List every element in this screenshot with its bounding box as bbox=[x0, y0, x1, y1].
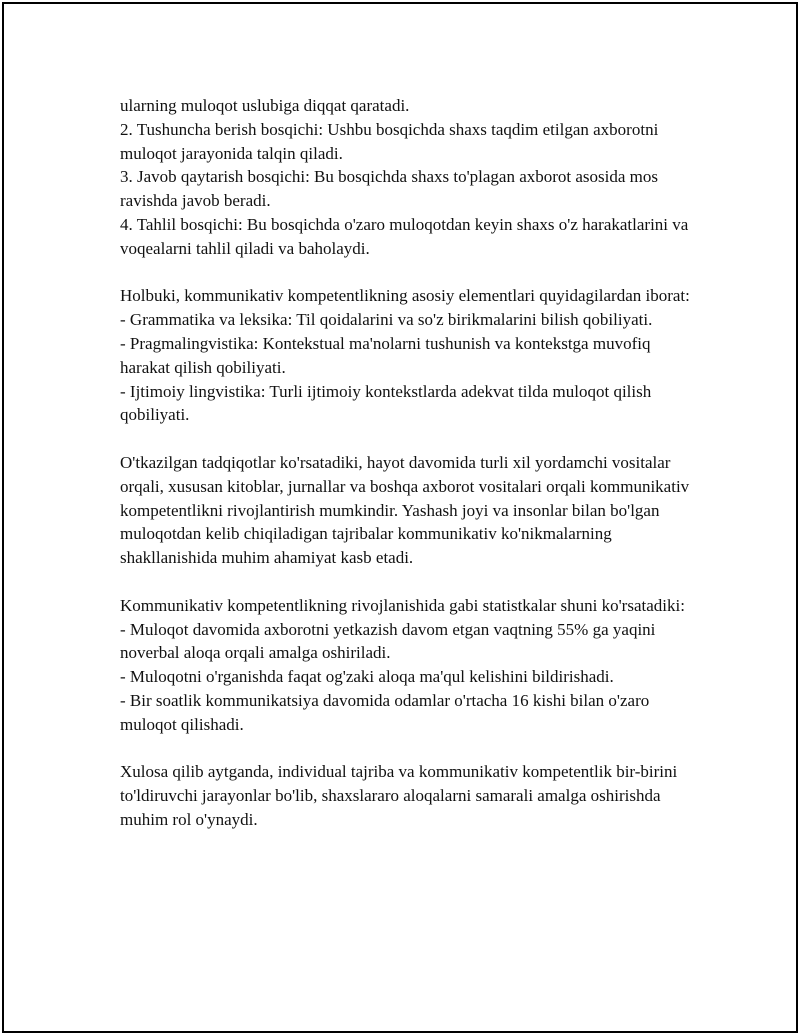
paragraph-stages: ularning muloqot uslubiga diqqat qaratadi. 2. Tushuncha berish bosqichi: Ushbu bosqichda shaxs taqdim etilgan axborotni muloqot jarayonida talqin qiladi. 3. Javob qaytarish bosqichi: Bu bosqichda shaxs to'plagan axborot asosida mos ravishda javob beradi. 4. Tahlil bosqichi: Bu bosqichda o'zaro muloqotdan keyin shaxs o'z harakatlarini va voqealarni tahlil qiladi va baholaydi. bbox=[120, 96, 689, 258]
paragraph-conclusion: Xulosa qilib aytganda, individual tajriba va kommunikativ kompetentlik bir-birini to'ldiruvchi jarayonlar bo'lib, shaxslararo aloqalarni samarali amalga oshirishda muhim rol o'ynaydi. bbox=[120, 762, 678, 829]
page-frame bbox=[2, 2, 798, 1033]
paragraph-gap bbox=[120, 570, 695, 594]
paragraph-gap bbox=[120, 261, 695, 285]
paragraph-gap bbox=[120, 737, 695, 761]
paragraph-statistics: Kommunikativ kompetentlikning rivojlanishida gabi statistkalar shuni ko'rsatadiki: - Muloqot davomida axborotni yetkazish davom etgan vaqtning 55% ga yaqini noverbal aloqa orqali amalga oshiriladi. - Muloqotni o'rganishda faqat og'zaki aloqa ma'qul kelishini bildirishadi. - Bir soatlik kommunikatsiya davomida odamlar o'rtacha 16 kishi bilan o'zaro muloqot qilishadi. bbox=[120, 595, 685, 734]
paragraph-elements: Holbuki, kommunikativ kompetentlikning asosiy elementlari quyidagilardan iborat: - Grammatika va leksika: Til qoidalarini va so'z birikmalarini bilish qobiliyati. - Pragmalingvistika: Kontekstual ma'nolarni tushunish va kontekstga muvofiq harakat qilish qobiliyati. - Ijtimoiy lingvistika: Turli ijtimoiy kontekstlarda adekvat tilda muloqot qilish qobiliyati. bbox=[120, 286, 690, 425]
paragraph-research: O'tkazilgan tadqiqotlar ko'rsatadiki, hayot davomida turli xil yordamchi vositalar orqali, xususan kitoblar, jurnallar va boshqa axborot vositalari orqali kommunikativ kompetentlikni rivojlantirish mumkindir. Yashash joyi va insonlar bilan bo'lgan muloqotdan kelib chiqiladigan tajribalar kommunikativ ko'nikmalarning shakllanishida muhim ahamiyat kasb etadi. bbox=[120, 452, 690, 568]
document-body bbox=[120, 94, 695, 832]
paragraph-gap bbox=[120, 427, 695, 451]
